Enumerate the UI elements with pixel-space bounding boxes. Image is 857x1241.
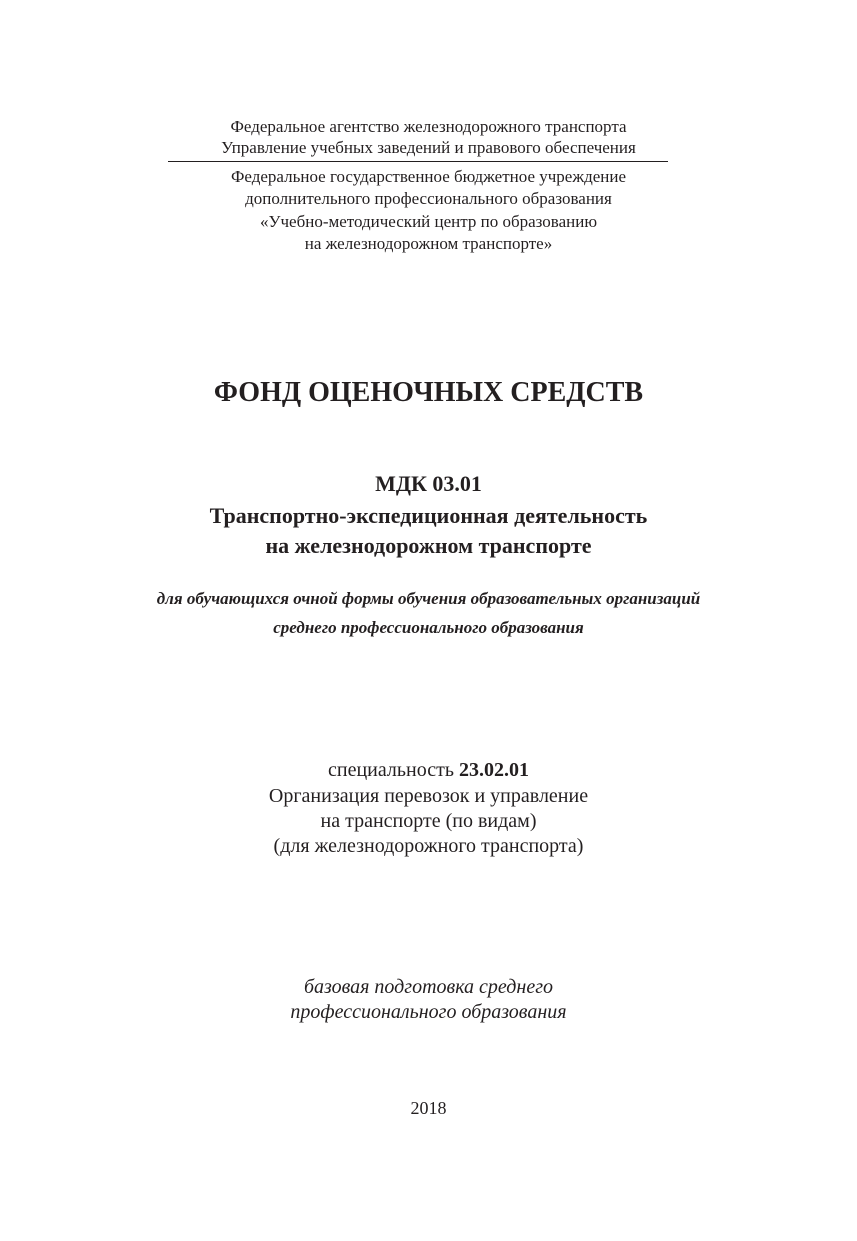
publication-year: 2018 xyxy=(410,1098,447,1118)
specialty-line-4: (для железнодорожного транспорта) xyxy=(273,835,584,857)
course-name-line-1: Транспортно-экспедиционная деятельность xyxy=(209,503,648,528)
organization-line-4: на железнодорожном транспорте» xyxy=(304,234,553,253)
audience-line-1: для обучающихся очной формы обучения образовательных организаций xyxy=(156,589,701,608)
document-title: ФОНД ОЦЕНОЧНЫХ СРЕДСТВ xyxy=(213,377,644,408)
training-level-line-1: базовая подготовка среднего xyxy=(303,976,554,998)
agency-name: Федеральное агентство железнодорожного транспорта xyxy=(230,117,627,136)
specialty-line-3: на транспорте (по видам) xyxy=(320,810,537,832)
specialty-code: 23.02.01 xyxy=(458,759,529,781)
course-name-line-2: на железнодорожном транспорте xyxy=(265,533,592,558)
organization-line-3: «Учебно-методический центр по образованию xyxy=(259,212,598,231)
department-name: Управление учебных заведений и правового обеспечения xyxy=(221,138,636,157)
training-level-line-2: профессионального образования xyxy=(290,1001,567,1023)
organization-line-2: дополнительного профессионального образования xyxy=(245,189,612,208)
organization-line-1: Федеральное государственное бюджетное учреждение xyxy=(230,167,627,186)
audience-line-2: среднего профессионального образования xyxy=(273,618,584,637)
specialty-line xyxy=(0,760,857,780)
specialty-line-2: Организация перевозок и управление xyxy=(268,785,589,807)
specialty-label: специальность xyxy=(328,759,459,781)
course-code: МДК 03.01 xyxy=(375,471,482,496)
header-divider xyxy=(168,161,668,162)
